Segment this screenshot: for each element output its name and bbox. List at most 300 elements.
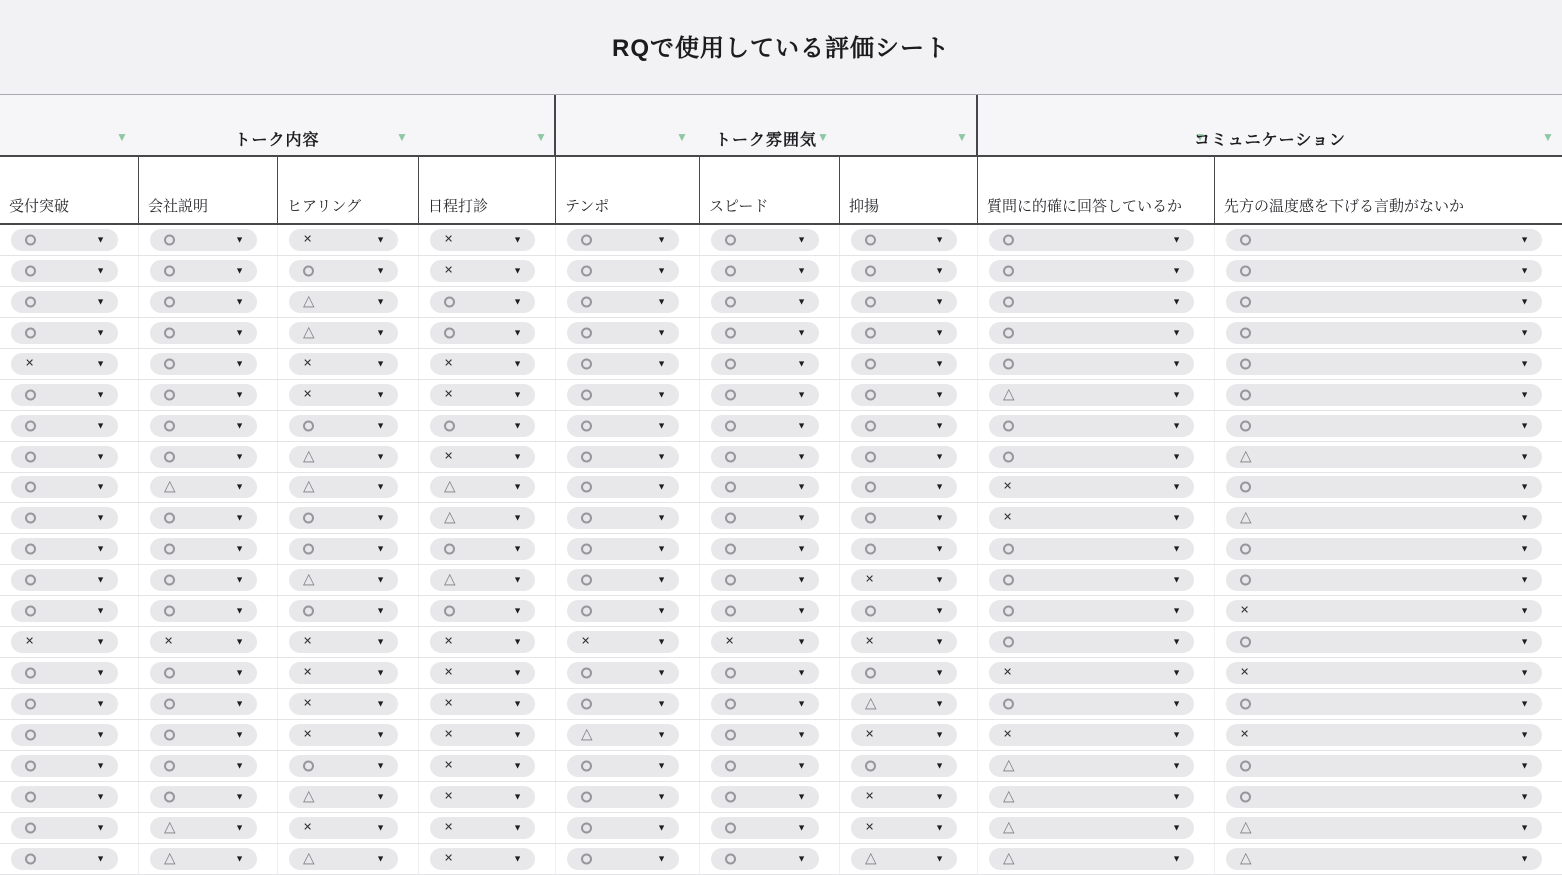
grade-dropdown[interactable] bbox=[289, 755, 398, 777]
grade-dropdown[interactable] bbox=[711, 755, 819, 777]
circle-symbol bbox=[25, 296, 36, 307]
grade-dropdown[interactable] bbox=[989, 662, 1194, 684]
grade-dropdown[interactable] bbox=[851, 507, 957, 529]
grade-dropdown[interactable] bbox=[430, 476, 535, 498]
grade-dropdown[interactable] bbox=[851, 415, 957, 437]
dropdown-caret-icon bbox=[513, 823, 522, 832]
grade-dropdown[interactable] bbox=[1226, 476, 1542, 498]
grade-cell bbox=[419, 473, 556, 503]
grade-cell bbox=[419, 287, 556, 317]
grade-dropdown[interactable] bbox=[711, 415, 819, 437]
dropdown-caret-icon bbox=[376, 359, 385, 368]
grade-dropdown[interactable] bbox=[989, 229, 1194, 251]
grade-cell bbox=[978, 256, 1215, 286]
grade-dropdown[interactable] bbox=[567, 693, 679, 715]
grade-cell bbox=[278, 411, 419, 441]
grade-cell bbox=[840, 318, 978, 348]
grade-dropdown[interactable] bbox=[567, 848, 679, 870]
grade-dropdown[interactable] bbox=[989, 446, 1194, 468]
grade-dropdown[interactable] bbox=[711, 600, 819, 622]
grade-dropdown[interactable] bbox=[711, 569, 819, 591]
grade-dropdown[interactable] bbox=[711, 353, 819, 375]
grade-dropdown[interactable] bbox=[1226, 693, 1542, 715]
filter-icon[interactable] bbox=[815, 129, 831, 145]
filter-icon[interactable] bbox=[114, 129, 130, 145]
grade-dropdown[interactable] bbox=[567, 260, 679, 282]
grade-dropdown[interactable] bbox=[567, 446, 679, 468]
grade-dropdown[interactable] bbox=[1226, 600, 1542, 622]
grade-dropdown[interactable] bbox=[11, 415, 118, 437]
grade-dropdown[interactable] bbox=[150, 507, 257, 529]
circle-symbol bbox=[164, 760, 175, 771]
grade-dropdown[interactable] bbox=[289, 322, 398, 344]
grade-dropdown[interactable] bbox=[1226, 724, 1542, 746]
grade-dropdown[interactable] bbox=[289, 260, 398, 282]
dropdown-caret-icon bbox=[235, 328, 244, 337]
grade-dropdown[interactable] bbox=[851, 446, 957, 468]
dropdown-caret-icon bbox=[235, 854, 244, 863]
grade-dropdown[interactable] bbox=[989, 384, 1194, 406]
grade-dropdown[interactable] bbox=[711, 693, 819, 715]
grade-dropdown[interactable] bbox=[430, 260, 535, 282]
dropdown-caret-icon bbox=[96, 576, 105, 585]
grade-dropdown[interactable] bbox=[430, 384, 535, 406]
grade-dropdown[interactable] bbox=[11, 662, 118, 684]
grade-dropdown[interactable] bbox=[430, 446, 535, 468]
grade-dropdown[interactable] bbox=[567, 817, 679, 839]
grade-dropdown[interactable] bbox=[430, 848, 535, 870]
grade-dropdown[interactable] bbox=[989, 291, 1194, 313]
grade-cell bbox=[139, 720, 278, 750]
triangle-symbol: △ bbox=[303, 787, 315, 805]
cross-symbol: ✕ bbox=[581, 635, 591, 648]
grade-dropdown[interactable] bbox=[567, 662, 679, 684]
grade-dropdown[interactable] bbox=[1226, 446, 1542, 468]
circle-symbol bbox=[581, 389, 592, 400]
grade-dropdown[interactable] bbox=[567, 476, 679, 498]
circle-symbol bbox=[303, 265, 314, 276]
circle-symbol bbox=[444, 327, 455, 338]
grade-dropdown[interactable] bbox=[711, 260, 819, 282]
grade-dropdown[interactable] bbox=[567, 291, 679, 313]
grade-dropdown[interactable] bbox=[851, 384, 957, 406]
dropdown-caret-icon bbox=[376, 700, 385, 709]
circle-symbol bbox=[581, 544, 592, 555]
dropdown-caret-icon bbox=[513, 452, 522, 461]
circle-symbol bbox=[25, 575, 36, 586]
grade-dropdown[interactable] bbox=[11, 229, 118, 251]
dropdown-caret-icon bbox=[376, 421, 385, 430]
filter-icon[interactable] bbox=[954, 129, 970, 145]
grade-dropdown[interactable] bbox=[567, 353, 679, 375]
grade-dropdown[interactable] bbox=[989, 693, 1194, 715]
grade-dropdown[interactable] bbox=[711, 322, 819, 344]
grade-dropdown[interactable] bbox=[851, 229, 957, 251]
grade-dropdown[interactable] bbox=[150, 569, 257, 591]
grade-dropdown[interactable] bbox=[11, 446, 118, 468]
grade-dropdown[interactable] bbox=[430, 569, 535, 591]
grade-dropdown[interactable] bbox=[989, 476, 1194, 498]
grade-dropdown[interactable] bbox=[567, 384, 679, 406]
grade-dropdown[interactable] bbox=[11, 322, 118, 344]
dropdown-caret-icon bbox=[1172, 297, 1181, 306]
dropdown-caret-icon bbox=[513, 359, 522, 368]
grade-dropdown[interactable] bbox=[150, 446, 257, 468]
grade-dropdown[interactable] bbox=[289, 384, 398, 406]
grade-dropdown[interactable] bbox=[11, 755, 118, 777]
grade-dropdown[interactable] bbox=[567, 415, 679, 437]
grade-dropdown[interactable] bbox=[567, 724, 679, 746]
filter-icon[interactable] bbox=[1540, 129, 1556, 145]
dropdown-caret-icon bbox=[513, 328, 522, 337]
grade-dropdown[interactable] bbox=[150, 476, 257, 498]
grade-cell bbox=[978, 565, 1215, 595]
grade-cell bbox=[1215, 225, 1562, 255]
grade-cell bbox=[840, 349, 978, 379]
grade-dropdown[interactable] bbox=[430, 538, 535, 560]
grade-dropdown[interactable] bbox=[430, 662, 535, 684]
grade-dropdown[interactable] bbox=[289, 817, 398, 839]
grade-dropdown[interactable] bbox=[711, 507, 819, 529]
grade-dropdown[interactable] bbox=[567, 507, 679, 529]
circle-symbol bbox=[1003, 234, 1014, 245]
grade-cell bbox=[700, 658, 840, 688]
grade-dropdown[interactable] bbox=[567, 631, 679, 653]
grade-dropdown[interactable] bbox=[711, 384, 819, 406]
grade-dropdown[interactable] bbox=[1226, 848, 1542, 870]
circle-symbol bbox=[865, 513, 876, 524]
dropdown-caret-icon bbox=[1520, 452, 1529, 461]
circle-symbol bbox=[581, 822, 592, 833]
grade-cell bbox=[840, 380, 978, 410]
grade-dropdown[interactable] bbox=[1226, 755, 1542, 777]
grade-dropdown[interactable] bbox=[289, 353, 398, 375]
grade-dropdown[interactable] bbox=[11, 260, 118, 282]
grade-dropdown[interactable] bbox=[567, 600, 679, 622]
grade-cell bbox=[840, 813, 978, 843]
cross-symbol: ✕ bbox=[444, 450, 454, 463]
grade-dropdown[interactable] bbox=[1226, 507, 1542, 529]
grade-dropdown[interactable] bbox=[851, 569, 957, 591]
grade-dropdown[interactable] bbox=[289, 229, 398, 251]
grade-dropdown[interactable] bbox=[1226, 291, 1542, 313]
grade-dropdown[interactable] bbox=[11, 786, 118, 808]
dropdown-caret-icon bbox=[657, 235, 666, 244]
grade-dropdown[interactable] bbox=[989, 538, 1194, 560]
dropdown-caret-icon bbox=[513, 266, 522, 275]
dropdown-caret-icon bbox=[1172, 854, 1181, 863]
circle-symbol bbox=[725, 234, 736, 245]
grade-dropdown[interactable] bbox=[289, 693, 398, 715]
circle-symbol bbox=[725, 296, 736, 307]
grade-dropdown[interactable] bbox=[711, 786, 819, 808]
triangle-symbol: △ bbox=[303, 292, 315, 310]
grade-dropdown[interactable] bbox=[1226, 353, 1542, 375]
grade-dropdown[interactable] bbox=[711, 538, 819, 560]
dropdown-caret-icon bbox=[797, 730, 806, 739]
circle-symbol bbox=[725, 822, 736, 833]
grade-dropdown[interactable] bbox=[711, 848, 819, 870]
dropdown-caret-icon bbox=[96, 669, 105, 678]
grade-dropdown[interactable] bbox=[430, 229, 535, 251]
grade-dropdown[interactable] bbox=[567, 755, 679, 777]
grade-dropdown[interactable] bbox=[711, 631, 819, 653]
grade-cell bbox=[978, 596, 1215, 626]
grade-dropdown[interactable] bbox=[150, 662, 257, 684]
grade-dropdown[interactable] bbox=[11, 353, 118, 375]
grade-dropdown[interactable] bbox=[567, 786, 679, 808]
grade-dropdown[interactable] bbox=[430, 322, 535, 344]
circle-symbol bbox=[725, 513, 736, 524]
dropdown-caret-icon bbox=[657, 669, 666, 678]
grade-dropdown[interactable] bbox=[1226, 415, 1542, 437]
dropdown-caret-icon bbox=[935, 576, 944, 585]
circle-symbol bbox=[25, 451, 36, 462]
grade-dropdown[interactable] bbox=[711, 476, 819, 498]
grade-dropdown[interactable] bbox=[11, 384, 118, 406]
grade-cell bbox=[978, 689, 1215, 719]
grade-dropdown[interactable] bbox=[989, 322, 1194, 344]
grade-dropdown[interactable] bbox=[11, 507, 118, 529]
circle-symbol bbox=[865, 389, 876, 400]
grade-dropdown[interactable] bbox=[150, 229, 257, 251]
circle-symbol bbox=[581, 699, 592, 710]
grade-dropdown[interactable] bbox=[430, 600, 535, 622]
grade-dropdown[interactable] bbox=[150, 538, 257, 560]
grade-cell bbox=[700, 442, 840, 472]
grade-dropdown[interactable] bbox=[150, 600, 257, 622]
circle-symbol bbox=[444, 296, 455, 307]
grade-cell bbox=[139, 627, 278, 657]
grade-cell bbox=[278, 349, 419, 379]
triangle-symbol: △ bbox=[1003, 787, 1015, 805]
grade-dropdown[interactable] bbox=[11, 724, 118, 746]
grade-cell bbox=[419, 689, 556, 719]
grade-dropdown[interactable] bbox=[711, 229, 819, 251]
circle-symbol bbox=[1240, 791, 1251, 802]
table-row bbox=[0, 349, 1562, 380]
grade-cell bbox=[0, 534, 139, 564]
grade-dropdown[interactable] bbox=[567, 538, 679, 560]
grade-dropdown[interactable] bbox=[11, 538, 118, 560]
grade-dropdown[interactable] bbox=[430, 631, 535, 653]
grade-dropdown[interactable] bbox=[989, 817, 1194, 839]
grade-cell bbox=[1215, 565, 1562, 595]
grade-dropdown[interactable] bbox=[289, 569, 398, 591]
grade-cell bbox=[978, 442, 1215, 472]
grade-dropdown[interactable] bbox=[989, 631, 1194, 653]
grade-dropdown[interactable] bbox=[851, 291, 957, 313]
grade-dropdown[interactable] bbox=[989, 724, 1194, 746]
grade-dropdown[interactable] bbox=[150, 260, 257, 282]
dropdown-caret-icon bbox=[1172, 545, 1181, 554]
grade-dropdown[interactable] bbox=[289, 538, 398, 560]
grade-dropdown[interactable] bbox=[851, 662, 957, 684]
grade-dropdown[interactable] bbox=[1226, 538, 1542, 560]
grade-dropdown[interactable] bbox=[150, 631, 257, 653]
dropdown-caret-icon bbox=[657, 266, 666, 275]
grade-dropdown[interactable] bbox=[989, 600, 1194, 622]
grade-dropdown[interactable] bbox=[989, 260, 1194, 282]
grade-dropdown[interactable] bbox=[1226, 384, 1542, 406]
grade-dropdown[interactable] bbox=[851, 817, 957, 839]
filter-icon[interactable] bbox=[394, 129, 410, 145]
grade-dropdown[interactable] bbox=[711, 291, 819, 313]
grade-cell bbox=[700, 349, 840, 379]
grade-dropdown[interactable] bbox=[150, 693, 257, 715]
dropdown-caret-icon bbox=[235, 235, 244, 244]
grade-dropdown[interactable] bbox=[989, 786, 1194, 808]
dropdown-caret-icon bbox=[1520, 638, 1529, 647]
grade-cell bbox=[556, 473, 700, 503]
grade-dropdown[interactable] bbox=[11, 693, 118, 715]
grade-dropdown[interactable] bbox=[851, 353, 957, 375]
grade-dropdown[interactable] bbox=[1226, 817, 1542, 839]
grade-dropdown[interactable] bbox=[289, 786, 398, 808]
circle-symbol bbox=[865, 668, 876, 679]
grade-dropdown[interactable] bbox=[851, 260, 957, 282]
grade-dropdown[interactable] bbox=[1226, 260, 1542, 282]
filter-icon[interactable] bbox=[674, 129, 690, 145]
grade-dropdown[interactable] bbox=[289, 415, 398, 437]
grade-dropdown[interactable] bbox=[1226, 786, 1542, 808]
dropdown-caret-icon bbox=[935, 669, 944, 678]
table-row bbox=[0, 503, 1562, 534]
grade-dropdown[interactable] bbox=[1226, 229, 1542, 251]
grade-dropdown[interactable] bbox=[150, 353, 257, 375]
grade-cell bbox=[0, 844, 139, 874]
grade-dropdown[interactable] bbox=[851, 755, 957, 777]
circle-symbol bbox=[725, 389, 736, 400]
dropdown-caret-icon bbox=[1520, 761, 1529, 770]
cross-symbol: ✕ bbox=[865, 728, 875, 741]
grade-cell bbox=[556, 813, 700, 843]
grade-dropdown[interactable] bbox=[430, 415, 535, 437]
grade-dropdown[interactable] bbox=[567, 569, 679, 591]
circle-symbol bbox=[25, 699, 36, 710]
cross-symbol: ✕ bbox=[444, 759, 454, 772]
grade-dropdown[interactable] bbox=[851, 693, 957, 715]
grade-dropdown[interactable] bbox=[711, 817, 819, 839]
grade-dropdown[interactable] bbox=[567, 229, 679, 251]
grade-dropdown[interactable] bbox=[851, 600, 957, 622]
grade-dropdown[interactable] bbox=[851, 786, 957, 808]
grade-dropdown[interactable] bbox=[150, 817, 257, 839]
triangle-symbol: △ bbox=[1003, 818, 1015, 836]
grade-dropdown[interactable] bbox=[430, 291, 535, 313]
grade-cell bbox=[419, 596, 556, 626]
circle-symbol bbox=[1240, 265, 1251, 276]
grade-cell bbox=[700, 720, 840, 750]
grade-dropdown[interactable] bbox=[989, 353, 1194, 375]
grade-dropdown[interactable] bbox=[430, 693, 535, 715]
grade-dropdown[interactable] bbox=[430, 507, 535, 529]
dropdown-caret-icon bbox=[1520, 514, 1529, 523]
grade-dropdown[interactable] bbox=[150, 384, 257, 406]
grade-dropdown[interactable] bbox=[289, 446, 398, 468]
grade-dropdown[interactable] bbox=[851, 538, 957, 560]
grade-dropdown[interactable] bbox=[1226, 322, 1542, 344]
grade-dropdown[interactable] bbox=[11, 631, 118, 653]
grade-dropdown[interactable] bbox=[711, 446, 819, 468]
grade-dropdown[interactable] bbox=[150, 322, 257, 344]
grade-dropdown[interactable] bbox=[11, 817, 118, 839]
grade-dropdown[interactable] bbox=[289, 507, 398, 529]
grade-dropdown[interactable] bbox=[711, 724, 819, 746]
circle-symbol bbox=[25, 420, 36, 431]
grade-dropdown[interactable] bbox=[989, 848, 1194, 870]
grade-dropdown[interactable] bbox=[430, 786, 535, 808]
grade-dropdown[interactable] bbox=[289, 724, 398, 746]
grade-dropdown[interactable] bbox=[150, 755, 257, 777]
grade-dropdown[interactable] bbox=[989, 755, 1194, 777]
grade-dropdown[interactable] bbox=[150, 786, 257, 808]
filter-icon[interactable] bbox=[533, 129, 549, 145]
grade-dropdown[interactable] bbox=[1226, 569, 1542, 591]
grade-dropdown[interactable] bbox=[989, 415, 1194, 437]
grade-dropdown[interactable] bbox=[289, 476, 398, 498]
cross-symbol: ✕ bbox=[25, 635, 35, 648]
grade-dropdown[interactable] bbox=[11, 600, 118, 622]
grade-dropdown[interactable] bbox=[430, 353, 535, 375]
grade-dropdown[interactable] bbox=[150, 291, 257, 313]
grade-dropdown[interactable] bbox=[851, 476, 957, 498]
grade-cell bbox=[139, 596, 278, 626]
circle-symbol bbox=[1240, 637, 1251, 648]
dropdown-caret-icon bbox=[96, 483, 105, 492]
grade-dropdown[interactable] bbox=[11, 569, 118, 591]
dropdown-caret-icon bbox=[376, 576, 385, 585]
triangle-symbol: △ bbox=[303, 323, 315, 341]
grade-dropdown[interactable] bbox=[989, 569, 1194, 591]
grade-dropdown[interactable] bbox=[851, 848, 957, 870]
grade-dropdown[interactable] bbox=[567, 322, 679, 344]
grade-dropdown[interactable] bbox=[150, 724, 257, 746]
grade-dropdown[interactable] bbox=[289, 662, 398, 684]
grade-dropdown[interactable] bbox=[289, 631, 398, 653]
dropdown-caret-icon bbox=[935, 638, 944, 647]
grade-dropdown[interactable] bbox=[711, 662, 819, 684]
grade-dropdown[interactable] bbox=[1226, 662, 1542, 684]
grade-dropdown[interactable] bbox=[289, 848, 398, 870]
grade-cell bbox=[700, 751, 840, 781]
grade-dropdown[interactable] bbox=[430, 817, 535, 839]
grade-dropdown[interactable] bbox=[430, 724, 535, 746]
grade-cell bbox=[556, 627, 700, 657]
grade-cell bbox=[139, 380, 278, 410]
grade-dropdown[interactable] bbox=[150, 415, 257, 437]
dropdown-caret-icon bbox=[513, 638, 522, 647]
grade-dropdown[interactable] bbox=[289, 291, 398, 313]
grade-cell bbox=[278, 473, 419, 503]
grade-dropdown[interactable] bbox=[11, 848, 118, 870]
grade-cell bbox=[1215, 596, 1562, 626]
grade-dropdown[interactable] bbox=[11, 291, 118, 313]
grade-dropdown[interactable] bbox=[851, 322, 957, 344]
grade-dropdown[interactable] bbox=[851, 724, 957, 746]
circle-symbol bbox=[25, 760, 36, 771]
grade-dropdown[interactable] bbox=[150, 848, 257, 870]
grade-dropdown[interactable] bbox=[289, 600, 398, 622]
grade-dropdown[interactable] bbox=[11, 476, 118, 498]
grade-cell bbox=[278, 256, 419, 286]
grade-dropdown[interactable] bbox=[851, 631, 957, 653]
dropdown-caret-icon bbox=[935, 514, 944, 523]
grade-dropdown[interactable] bbox=[989, 507, 1194, 529]
grade-dropdown[interactable] bbox=[430, 755, 535, 777]
column-header: テンポ bbox=[556, 157, 700, 223]
grade-dropdown[interactable] bbox=[1226, 631, 1542, 653]
